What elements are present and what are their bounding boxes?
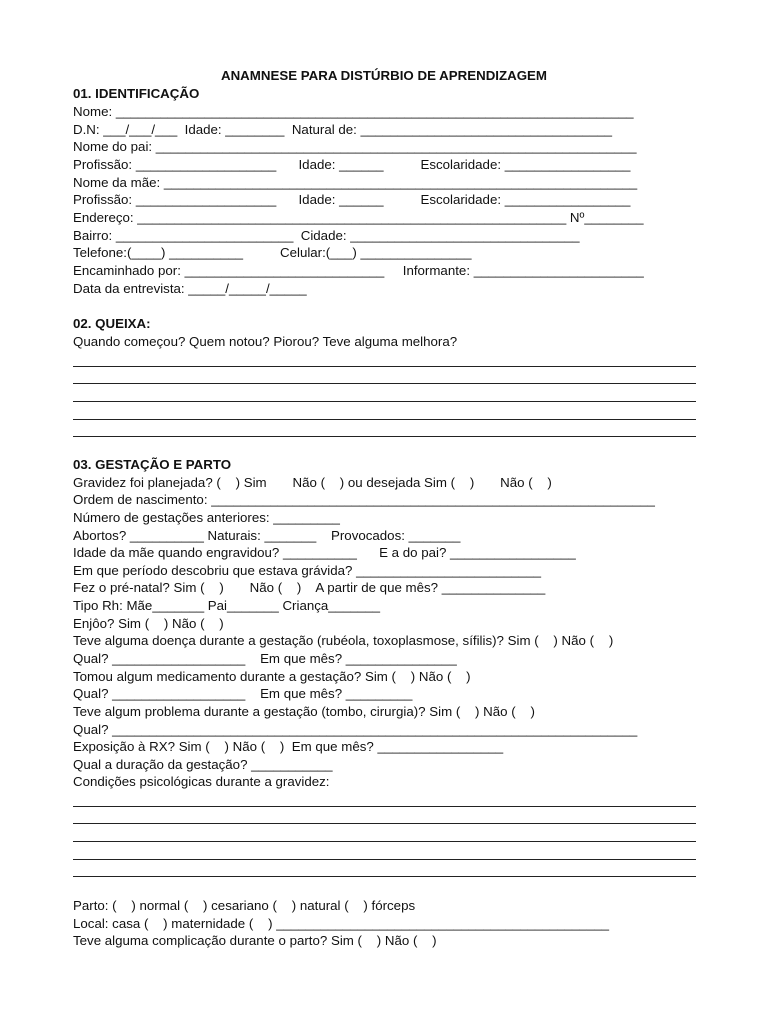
field-abortos: Abortos? __________ Naturais: _______ Provocados: _______ [73,528,461,543]
answer-line [73,366,696,367]
answer-line [73,436,696,437]
field-medicamento-qual: Qual? __________________ Em que mês? _________ [73,686,413,701]
answer-line [73,419,696,420]
section-01-heading: 01. IDENTIFICAÇÃO [73,86,200,101]
answer-line [73,823,696,824]
field-data-entrevista: Data da entrevista: _____/_____/_____ [73,281,307,296]
field-endereco: Endereço: __________________________________________________________ Nº________ [73,210,644,225]
answer-line [73,806,696,807]
field-gestacoes-anteriores: Número de gestações anteriores: _________ [73,510,340,525]
field-tipo-rh: Tipo Rh: Mãe_______ Pai_______ Criança_______ [73,598,381,613]
field-condicoes-psicologicas: Condições psicológicas durante a gravidez: [73,774,330,789]
field-problema-gestacao: Teve algum problema durante a gestação (tombo, cirurgia)? Sim ( ) Não ( ) [73,704,535,719]
field-duracao-gestacao: Qual a duração da gestação? ___________ [73,757,333,772]
field-doenca-qual: Qual? __________________ Em que mês? _______________ [73,651,457,666]
field-bairro: Bairro: ________________________ Cidade: _______________________________ [73,228,580,243]
field-profissao-pai: Profissão: ___________________ Idade: ______ Escolaridade: _________________ [73,157,631,172]
field-problema-qual: Qual? _______________________________________________________________________ [73,722,638,737]
field-local-parto: Local: casa ( ) maternidade ( ) _____________________________________________ [73,916,610,931]
field-complicacao-parto: Teve alguma complicação durante o parto? Sim ( ) Não ( ) [73,933,437,948]
field-ordem-nascimento: Ordem de nascimento: ____________________________________________________________ [73,492,655,507]
field-dn: D.N: ___/___/___ Idade: ________ Natural de: __________________________________ [73,122,613,137]
section-03-heading: 03. GESTAÇÃO E PARTO [73,457,232,472]
answer-line [73,841,696,842]
field-profissao-mae: Profissão: ___________________ Idade: ______ Escolaridade: _________________ [73,192,631,207]
field-nome-mae: Nome da mãe: ________________________________________________________________ [73,175,638,190]
field-doenca-gestacao: Teve alguma doença durante a gestação (rubéola, toxoplasmose, sífilis)? Sim ( ) Não ( ) [73,633,614,648]
field-encaminhado: Encaminhado por: ___________________________ Informante: _______________________ [73,263,644,278]
answer-line [73,401,696,402]
field-medicamento: Tomou algum medicamento durante a gestação? Sim ( ) Não ( ) [73,669,471,684]
field-pre-natal: Fez o pré-natal? Sim ( ) Não ( ) A partir de que mês? ______________ [73,580,546,595]
field-parto: Parto: ( ) normal ( ) cesariano ( ) natural ( ) fórceps [73,898,416,913]
answer-line [73,859,696,860]
section-02-heading: 02. QUEIXA: [73,316,151,331]
queixa-question: Quando começou? Quem notou? Piorou? Teve alguma melhora? [73,334,458,349]
field-idade-pais: Idade da mãe quando engravidou? __________ E a do pai? _________________ [73,545,576,560]
answer-line [73,876,696,877]
field-telefone: Telefone:(____) __________ Celular:(___) _______________ [73,245,472,260]
answer-line [73,383,696,384]
field-nome-pai: Nome do pai: _________________________________________________________________ [73,139,637,154]
field-gravidez-planejada: Gravidez foi planejada? ( ) Sim Não ( ) ou desejada Sim ( ) Não ( ) [73,475,552,490]
field-nome: Nome: ______________________________________________________________________ [73,104,634,119]
field-periodo-descoberta: Em que período descobriu que estava grávida? _________________________ [73,563,541,578]
field-exposicao-rx: Exposição à RX? Sim ( ) Não ( ) Em que mês? _________________ [73,739,504,754]
field-enjoo: Enjôo? Sim ( ) Não ( ) [73,616,224,631]
form-title: ANAMNESE PARA DISTÚRBIO DE APRENDIZAGEM [220,68,548,83]
